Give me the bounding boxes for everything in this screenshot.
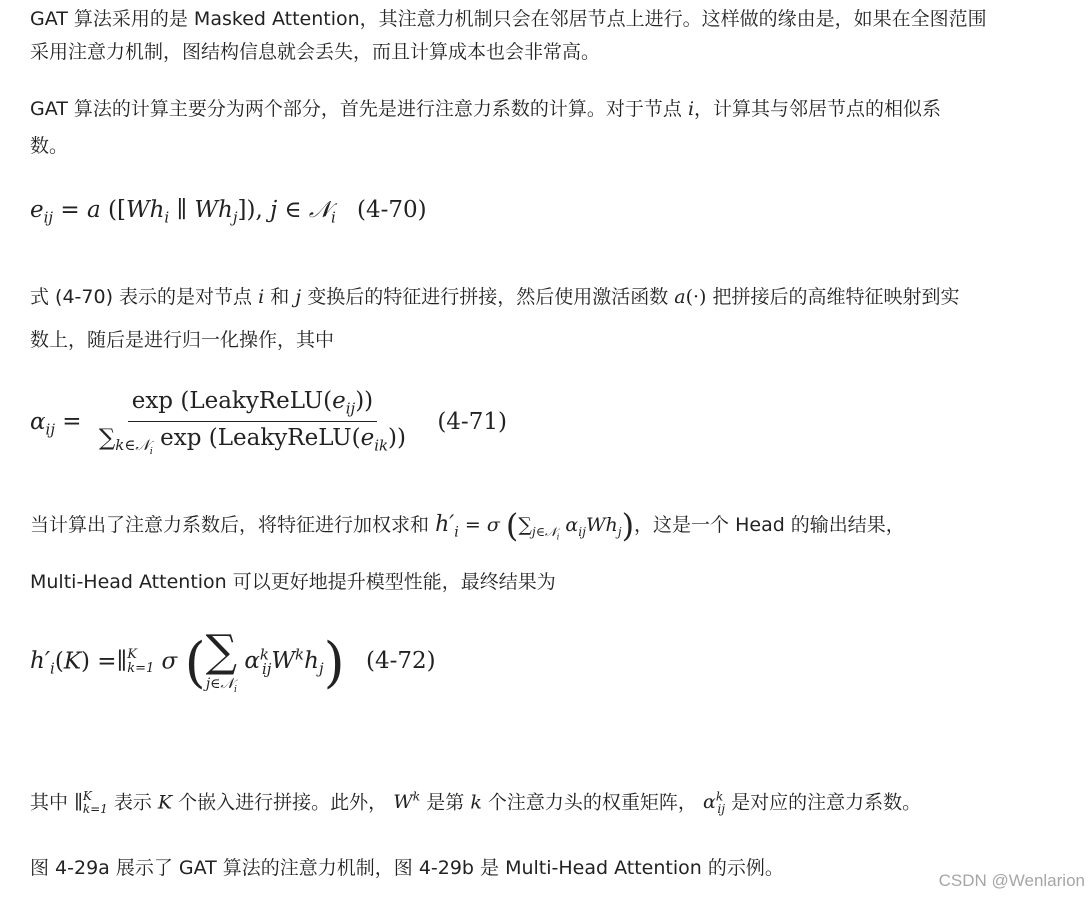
paragraph-weighted-sum-line2: Multi-Head Attention 可以更好地提升模型性能，最终结果为 <box>30 571 556 593</box>
fraction: $\frac{\exp (LeakyReLU(e_{ij}))}{\sum_{k\in 𝒩_i} \exp (LeakyReLU(e_{ik}))}$ <box>98 388 406 458</box>
equation-number: (4-71) <box>437 408 507 435</box>
equation-number: (4-72) <box>365 648 436 675</box>
paragraph-intro-line2: 采用注意力机制，图结构信息就会丢失，而且计算成本也会非常高。 <box>30 41 601 63</box>
paragraph-concat-line1: 式 (4-70) 表示的是对节点 i 和 j 变换后的特征进行拼接，然后使用激活函数 a(·) 把拼接后的高维特征映射到实 <box>30 286 960 308</box>
equation-4-72: $h'_i(K)$ =∥ K k=1 σ ( ∑ j∈𝒩$_i$ $\alpha^k_{ij}W^kh_j$) (4-72) <box>30 626 436 695</box>
paragraph-intro-line1: GAT 算法采用的是 Masked Attention，其注意力机制只会在邻居节点上进行。这样做的缘由是，如果在全图范围 <box>30 8 987 30</box>
equation-4-70: $e_{ij} = a$ ([$Wh_i$ ∥ $Wh_j$]), j ∈ 𝒩$_i$ (4-70) <box>30 197 427 227</box>
math-i: i <box>687 98 695 120</box>
watermark: CSDN @Wenlarion <box>938 871 1085 890</box>
equation-4-71: $\alpha_{ij}$ = $\frac{\exp (LeakyReLU(e_{ij}))}{\sum_{k\in 𝒩_i} \exp (LeakyReLU(e_{ik}))}$ (4-71) <box>30 388 507 458</box>
paragraph-figure-ref: 图 4-29a 展示了 GAT 算法的注意力机制，图 4-29b 是 Multi-Head Attention 的示例。 <box>30 857 784 879</box>
paragraph-attention-coef-line2: 数。 <box>30 135 69 157</box>
paragraph-weighted-sum-line1: 当计算出了注意力系数后，将特征进行加权求和 $h'_i = \sigma$ ($\sum_{j\in 𝒩_i}$ $\alpha_{ij}Wh_j$)，这是一个 Head 的输出结果， <box>30 506 905 545</box>
equation-number: (4-70) <box>357 197 427 223</box>
paragraph-attention-coef-line1: GAT 算法的计算主要分为两个部分，首先是进行注意力系数的计算。对于节点 i，计算其与邻居节点的相似系 <box>30 98 942 120</box>
paragraph-notation: 其中 ∥ K k=1 表示 K 个嵌入进行拼接。此外， $W^k$ 是第 k 个注意力头的权重矩阵， $\alpha^k_{ij}$ 是对应的注意力系数。 <box>30 788 922 817</box>
paragraph-concat-line2: 数上，随后是进行归一化操作，其中 <box>30 329 335 351</box>
